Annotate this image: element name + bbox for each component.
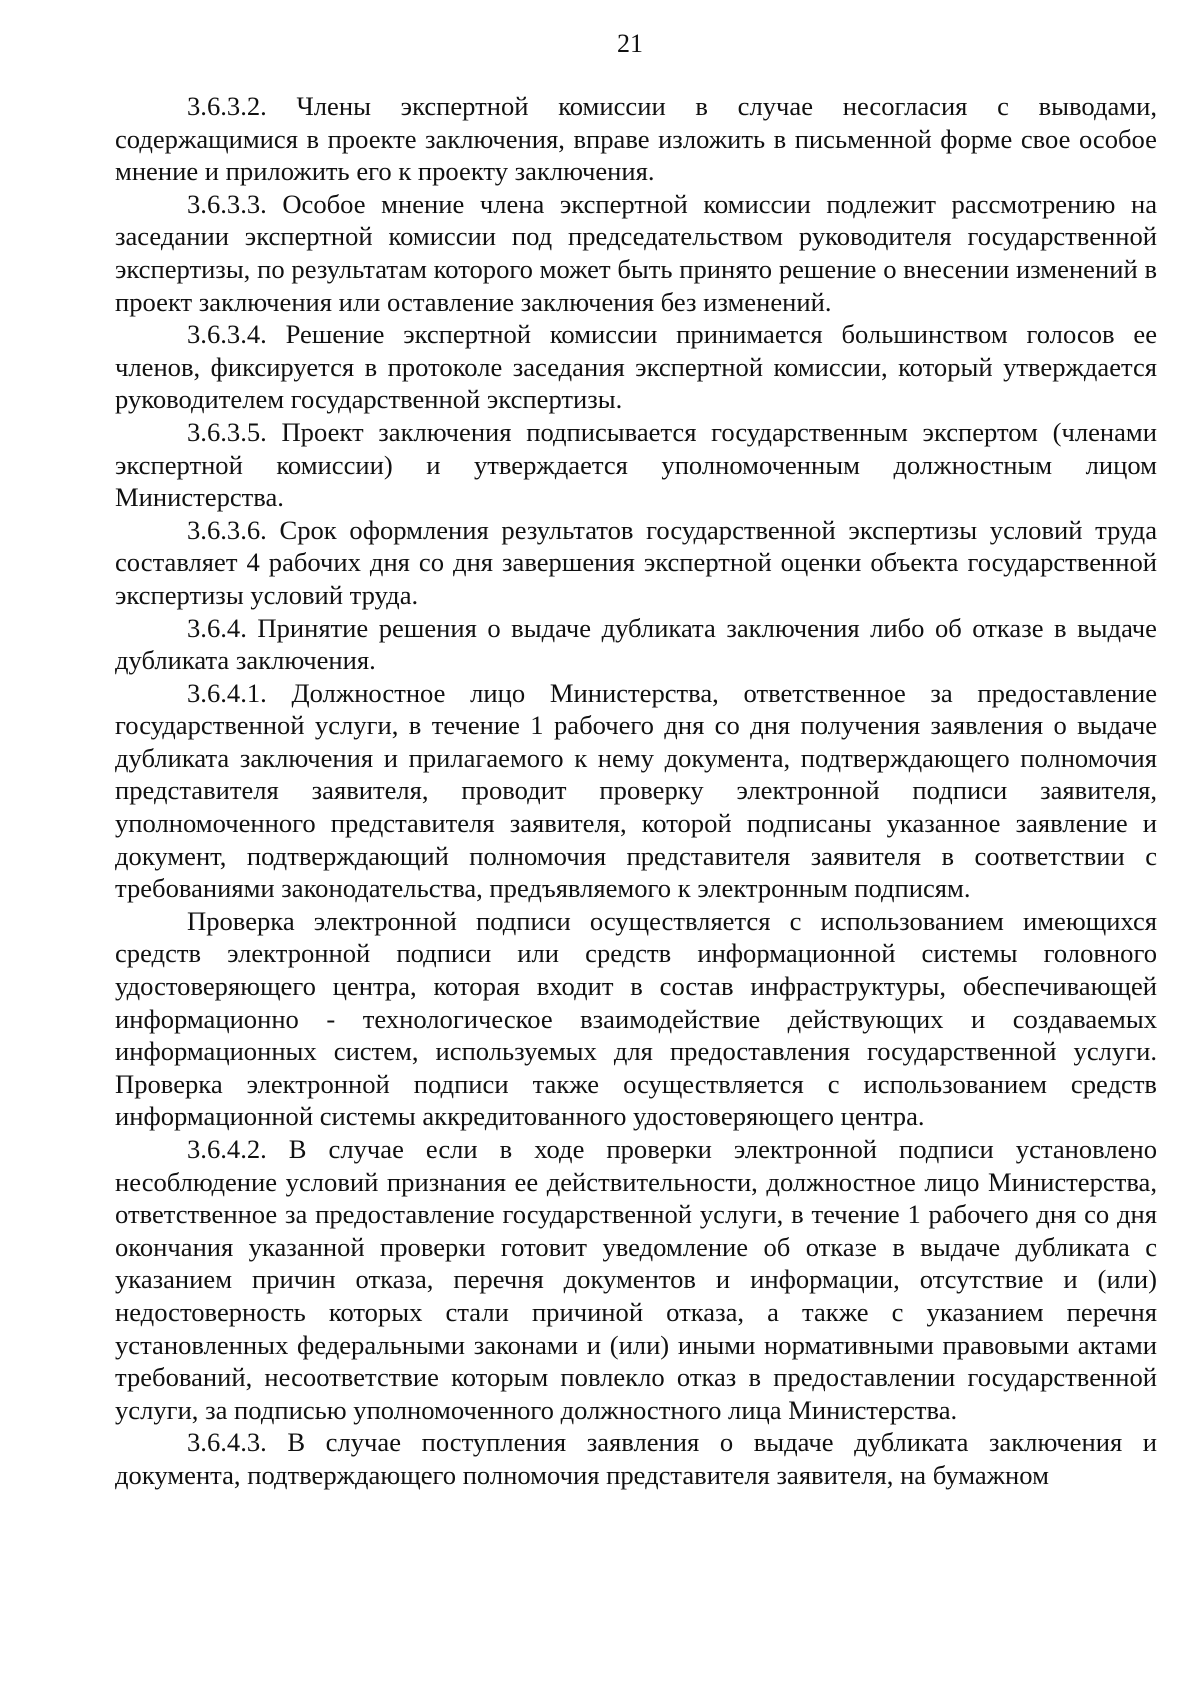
paragraph-3-6-3-4: 3.6.3.4. Решение экспертной комиссии принимается большинством голосов ее членов, фиксируется в протоколе заседания экспертной комиссии, который утверждается руководителем государственной экспертизы. bbox=[115, 319, 1157, 415]
page-number: 21 bbox=[617, 29, 643, 58]
paragraph-signature-check: Проверка электронной подписи осуществляется с использованием имеющихся средств электронной подписи или средств информационной системы головного удостоверяющего центра, которая входит в состав инфраструктуры, обеспечивающей информационно - технологическое взаимодействие действующих и создаваемых информационных систем, используемых для предоставления государственной услуги. Проверка электронной подписи также осуществляется с использованием средств информационной системы аккредитованного удостоверяющего центра. bbox=[115, 905, 1157, 1132]
paragraph-3-6-4-1: 3.6.4.1. Должностное лицо Министерства, ответственное за предоставление государственной услуги, в течение 1 рабочего дня со дня получения заявления о выдаче дубликата заключения и прилагаемого к нему документа, подтверждающего полномочия представителя заявителя, проводит проверку электронной подписи заявителя, уполномоченного представителя заявителя, которой подписаны указанное заявление и документ, подтверждающий полномочия представителя заявителя в соответствии с требованиями законодательства, предъявляемого к электронным подписям. bbox=[115, 677, 1157, 904]
paragraph-3-6-3-5: 3.6.3.5. Проект заключения подписывается государственным экспертом (членами экспертной комиссии) и утверждается уполномоченным должностным лицом Министерства. bbox=[115, 416, 1157, 513]
paragraph-3-6-4: 3.6.4. Принятие решения о выдаче дубликата заключения либо об отказе в выдаче дубликата заключения. bbox=[115, 612, 1157, 676]
paragraph-3-6-3-2: 3.6.3.2. Члены экспертной комиссии в случае несогласия с выводами, содержащимися в проекте заключения, вправе изложить в письменной форме свое особое мнение и приложить его к проекту заключения. bbox=[115, 91, 1157, 187]
document-body bbox=[115, 90, 1157, 1492]
paragraph-3-6-3-6: 3.6.3.6. Срок оформления результатов государственной экспертизы условий труда составляет 4 рабочих дня со дня завершения экспертной оценки объекта государственной экспертизы условий труда. bbox=[115, 514, 1157, 610]
paragraph-3-6-4-2: 3.6.4.2. В случае если в ходе проверки электронной подписи установлено несоблюдение условий признания ее действительности, должностное лицо Министерства, ответственное за предоставление государственной услуги, в течение 1 рабочего дня со дня окончания указанной проверки готовит уведомление об отказе в выдаче дубликата с указанием причин отказа, перечня документов и информации, отсутствие и (или) недостоверность которых стали причиной отказа, а также с указанием перечня установленных федеральными законами и (или) иными нормативными правовыми актами требований, несоответствие которым повлекло отказ в предоставлении государственной услуги, за подписью уполномоченного должностного лица Министерства. bbox=[115, 1134, 1157, 1425]
paragraph-3-6-3-3: 3.6.3.3. Особое мнение члена экспертной комиссии подлежит рассмотрению на заседании экспертной комиссии под председательством руководителя государственной экспертизы, по результатам которого может быть принято решение о внесении изменений в проект заключения или оставление заключения без изменений. bbox=[115, 188, 1157, 317]
paragraph-3-6-4-3: 3.6.4.3. В случае поступления заявления о выдаче дубликата заключения и документа, подтверждающего полномочия представителя заявителя, на бумажном bbox=[115, 1427, 1157, 1490]
